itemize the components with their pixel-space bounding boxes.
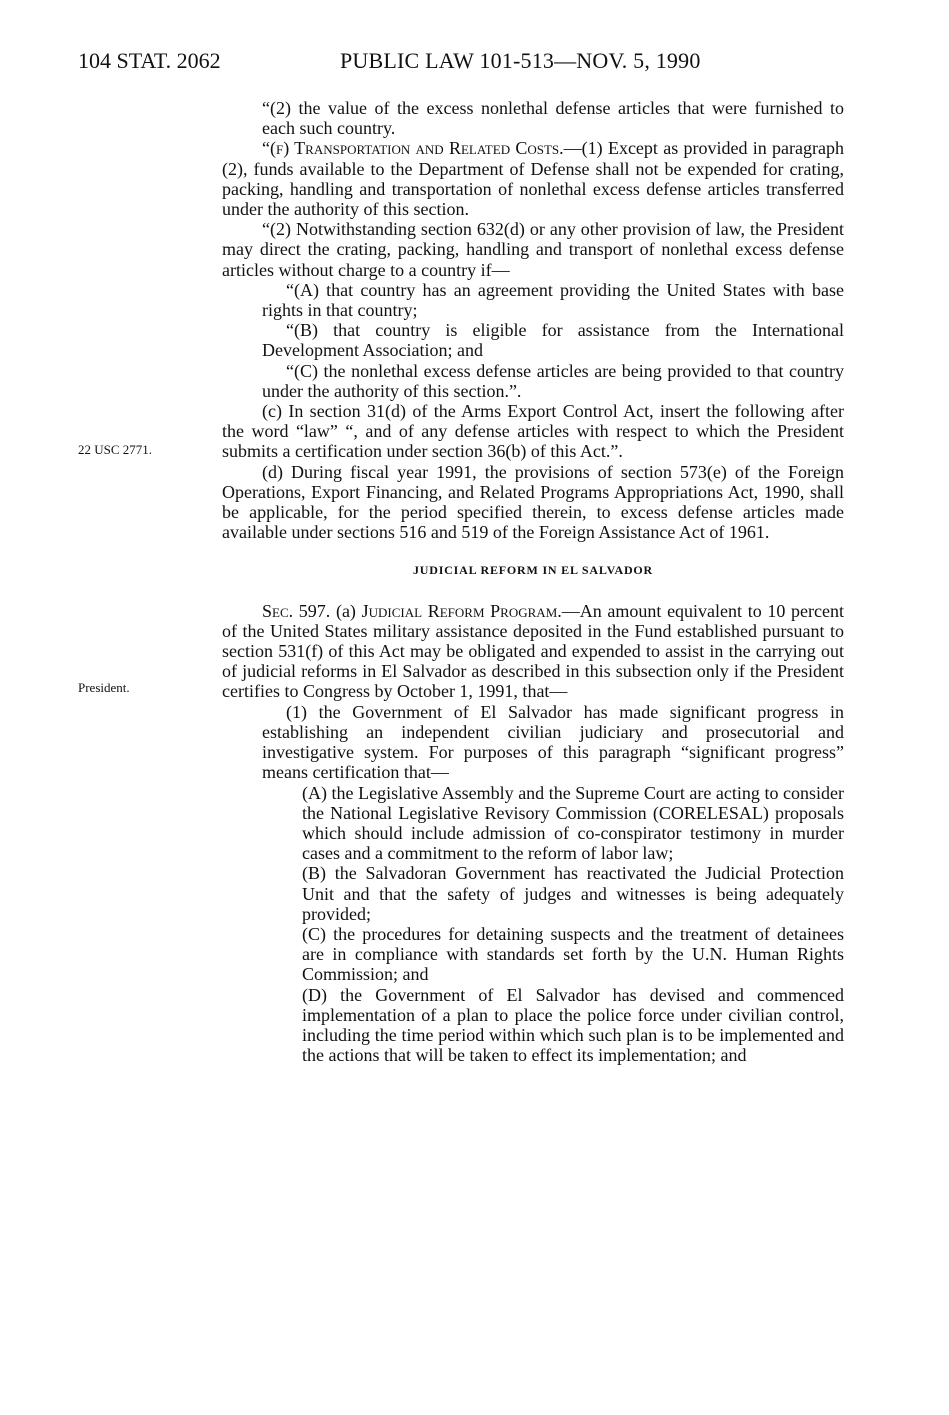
subsection-heading: Judicial Reform Program. [361,600,562,621]
section-heading: JUDICIAL REFORM IN EL SALVADOR [412,563,654,578]
paragraph-value-articles: “(2) the value of the excess nonlethal defense articles that were furnished to each such country. [262,98,844,139]
paragraph-notwithstanding: “(2) Notwithstanding section 632(d) or any other provision of law, the President may direct the crating, packing, handling and transport of nonlethal excess defense articles without charge to a country if— [222,219,844,280]
subsection-d-fiscal-year: (d) During fiscal year 1991, the provisions of section 573(e) of the Foreign Operations, Export Financing, and Related Programs Appropriations Act, 1990, shall be applicable, for the period specified therein, to excess defense articles made available under sections 516 and 519 of the Foreign Assistance Act of 1961. [222,461,844,543]
margin-note-president: President. [78,680,130,695]
section-597-intro [222,601,844,702]
subsection-c-arms-export: (c) In section 31(d) of the Arms Export Control Act, insert the following after the word “law” “, and of any defense articles with respect to which the President submits a certification under section 36(b) of this Act.”. [222,401,844,462]
subsection-heading: “(f) Transportation and Related Costs. [262,138,564,159]
sec-label: Sec. [262,600,294,621]
statute-page-number: 104 STAT. 2062 [78,48,221,73]
paragraph-1-progress: (1) the Government of El Salvador has made significant progress in establishing an independent civilian judiciary and prosecutorial and investigative system. For purposes of this paragraph “significant progress” means certification that— [262,701,844,783]
running-head: PUBLIC LAW 101-513—NOV. 5, 1990 [340,48,701,73]
sec-number: 597. (a) [293,600,362,621]
clause-a-legislative: (A) the Legislative Assembly and the Supreme Court are acting to consider the National Legislative Revisory Commission (CORELESAL) proposals which should include admission of co-conspirator testimony in murder cases and a commitment to the reform of labor law; [302,782,844,864]
document-body [222,98,844,1065]
paragraph-text: —An amount equivalent to 10 percent of the United States military assistance deposited in the Fund established pursuant to section 531(f) of this Act may be obligated and expended to assist in the carrying out of judicial reforms in El Salvador as described in this subsection only if the President certifies to Congress by October 1, 1991, that— [222,600,844,702]
clause-d-police: (D) the Government of El Salvador has devised and commenced implementation of a plan to place the police force under civilian control, including the time period within which such plan is to be implemented and the actions that will be taken to effect its implementation; and [302,984,844,1066]
clause-c-provided: “(C) the nonlethal excess defense articles are being provided to that country under the authority of this section.”. [262,360,844,401]
clause-c-detainees: (C) the procedures for detaining suspects and the treatment of detainees are in compliance with standards set forth by the U.N. Human Rights Commission; and [302,923,844,985]
paragraph-text: —(1) Except as provided in paragraph (2), funds available to the Department of Defense shall not be expended for crating, packing, handling and transportation of nonlethal excess defense articles transferred under the authority of this section. [222,138,844,220]
clause-b-protection: (B) the Salvadoran Government has reactivated the Judicial Protection Unit and that the safety of judges and witnesses is being adequately provided; [302,863,844,924]
paragraph-transportation-costs [222,138,844,219]
clause-b-eligibility: “(B) that country is eligible for assistance from the International Development Association; and [262,320,844,361]
clause-a-base-rights: “(A) that country has an agreement providing the United States with base rights in that country; [262,279,844,321]
page-header [78,46,868,76]
margin-note-usc: 22 USC 2771. [78,442,153,457]
